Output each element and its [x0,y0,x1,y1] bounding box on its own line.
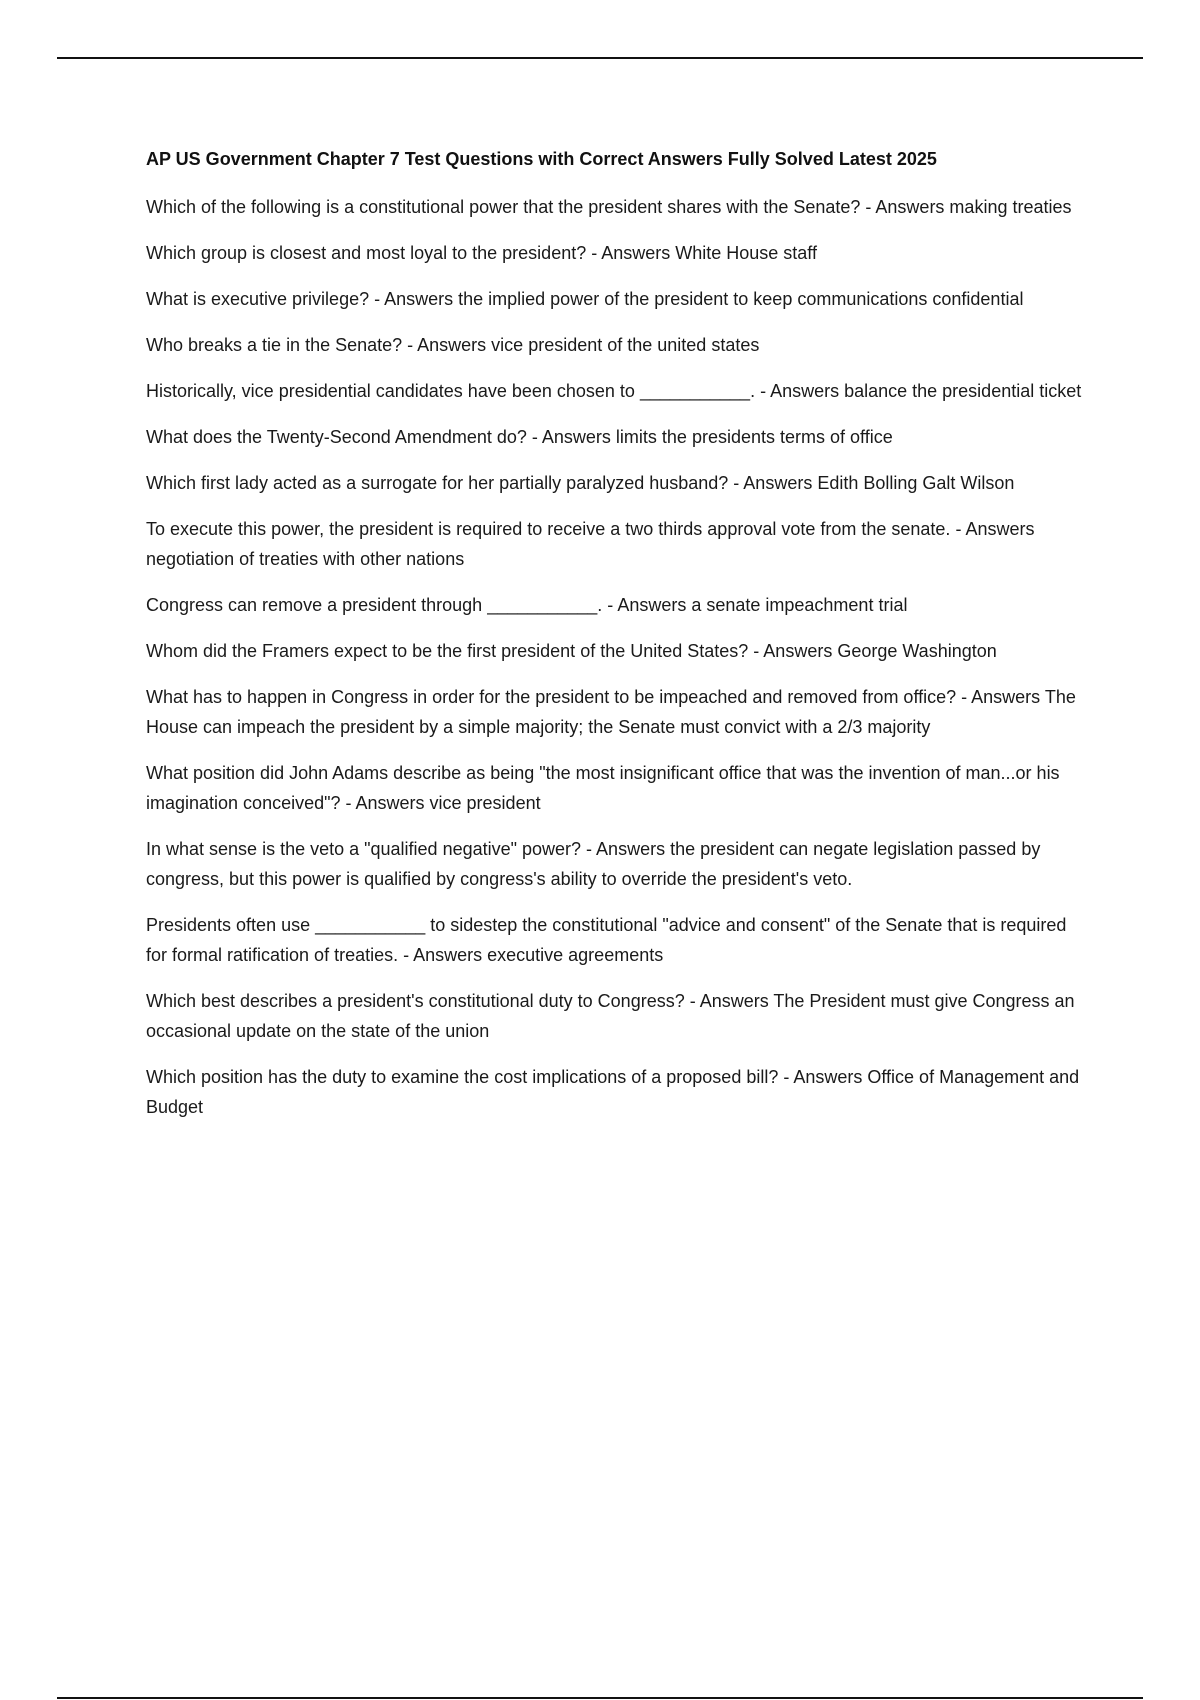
qa-item: To execute this power, the president is required to receive a two thirds approval vote from the senate. - Answers negotiation of treaties with other nations [146,519,1035,569]
qa-item: What does the Twenty-Second Amendment do? - Answers limits the presidents terms of office [146,427,893,447]
document-title: AP US Government Chapter 7 Test Questions with Correct Answers Fully Solved Latest 2025 [146,149,937,169]
document-body [146,145,1086,1138]
header-divider [57,57,1143,59]
qa-item: Presidents often use ___________ to sidestep the constitutional "advice and consent" of the Senate that is required for formal ratification of treaties. - Answers executive agreements [146,915,1067,965]
qa-item: What is executive privilege? - Answers the implied power of the president to keep communications confidential [146,289,1024,309]
qa-item: Which of the following is a constitutional power that the president shares with the Senate? - Answers making treaties [146,197,1072,217]
qa-item: Congress can remove a president through ___________. - Answers a senate impeachment trial [146,595,908,615]
qa-item: Whom did the Framers expect to be the first president of the United States? - Answers George Washington [146,641,997,661]
qa-item: Who breaks a tie in the Senate? - Answers vice president of the united states [146,335,760,355]
qa-item: Which position has the duty to examine the cost implications of a proposed bill? - Answers Office of Management and Budget [146,1067,1080,1117]
qa-item: What has to happen in Congress in order for the president to be impeached and removed from office? - Answers The House can impeach the president by a simple majority; the Senate must convict with a 2/3 majority [146,687,1076,737]
qa-item: Which group is closest and most loyal to the president? - Answers White House staff [146,243,817,263]
qa-item: Which first lady acted as a surrogate for her partially paralyzed husband? - Answers Edith Bolling Galt Wilson [146,473,1015,493]
qa-item: What position did John Adams describe as being "the most insignificant office that was the invention of man...or his imagination conceived"? - Answers vice president [146,763,1060,813]
qa-item: In what sense is the veto a "qualified negative" power? - Answers the president can negate legislation passed by congress, but this power is qualified by congress's ability to override the president's veto. [146,839,1041,889]
footer-divider [57,1697,1143,1699]
qa-item: Which best describes a president's constitutional duty to Congress? - Answers The President must give Congress an occasional update on the state of the union [146,991,1075,1041]
qa-item: Historically, vice presidential candidates have been chosen to ___________. - Answers balance the presidential ticket [146,381,1082,401]
